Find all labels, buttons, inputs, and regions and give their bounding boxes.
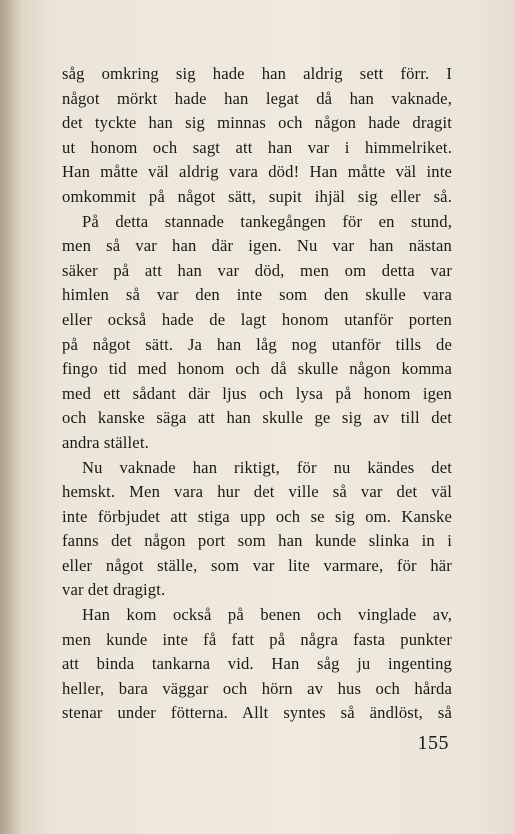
paragraph-4 [62,603,452,726]
text-line: Han kom också på benen och vinglade av, [82,605,452,625]
text-line: något mörkt hade han legat då han vaknade, [62,88,452,108]
text-line: Han måtte väl aldrig vara död! Han måtte väl inte [62,162,452,182]
text-line: med ett sådant där ljus och lysa på honom igen [62,383,452,403]
text-line: På detta stannade tankegången för en stund, [82,211,452,231]
text-line: ut honom och sagt att han var i himmelriket. [62,137,452,157]
text-line: var det dragigt. [62,580,166,600]
page-number: 155 [417,732,449,754]
text-line: omkommit på något sätt, supit ihjäl sig eller så. [62,186,452,206]
text-line: och kanske säga att han skulle ge sig av till det [62,408,452,428]
text-line: heller, bara väggar och hörn av hus och hårda [62,678,452,698]
paragraph-1 [62,62,452,210]
paragraph-3 [62,456,452,604]
text-line: fanns det någon port som han kunde slinka in i [62,531,452,551]
text-line: men kunde inte få fatt på några fasta punkter [62,629,452,649]
gutter-shadow [0,0,22,834]
text-line: eller också hade de lagt honom utanför porten [62,309,452,329]
text-line: såg omkring sig hade han aldrig sett förr. I [62,64,452,83]
text-line: det tyckte han sig minnas och någon hade dragit [62,113,452,133]
text-line: Nu vaknade han riktigt, för nu kändes det [82,457,452,477]
text-line: inte förbjudet att stiga upp och se sig om. Kanske [62,506,452,526]
text-line: eller något ställe, som var lite varmare, för här [62,555,452,575]
text-line: andra stället. [62,432,149,452]
body-text [62,62,452,726]
text-line: på något sätt. Ja han låg nog utanför tills de [62,334,452,354]
text-line: säker på att han var död, men om detta var [62,260,452,280]
text-line: himlen så var den inte som den skulle vara [62,285,452,305]
text-line: hemskt. Men vara hur det ville så var det väl [62,482,452,502]
text-line: fingo tid med honom och då skulle någon komma [62,359,452,379]
text-line: men så var han där igen. Nu var han nästan [62,236,452,256]
paragraph-2 [62,210,452,456]
text-line: stenar under fötterna. Allt syntes så ändlöst, så [62,703,452,723]
text-line: att binda tankarna vid. Han såg ju ingenting [62,654,452,674]
